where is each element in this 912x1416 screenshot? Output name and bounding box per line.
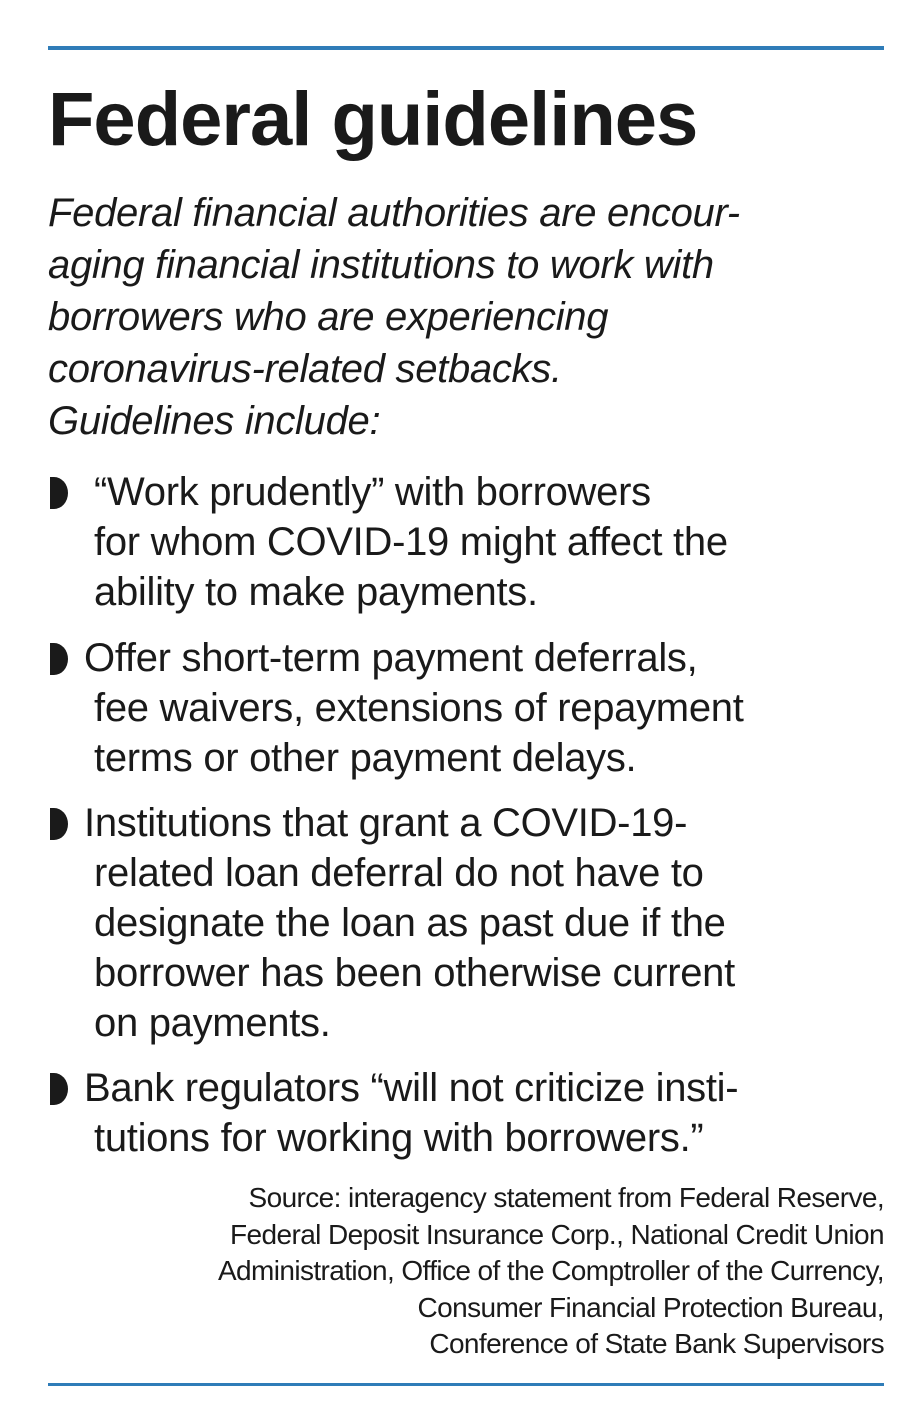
half-circle-bullet-icon bbox=[48, 475, 68, 511]
guideline-line: Offer short-term payment deferrals, bbox=[84, 636, 698, 680]
half-circle-bullet-icon bbox=[48, 641, 68, 677]
guideline-line: borrower has been otherwise current bbox=[94, 951, 735, 995]
half-circle-bullet-icon bbox=[48, 1071, 68, 1107]
guideline-line: on payments. bbox=[94, 1001, 331, 1045]
guideline-line: tutions for working with borrowers.” bbox=[94, 1116, 704, 1160]
source-line: Consumer Financial Protection Bureau, bbox=[417, 1291, 884, 1323]
source-line: Source: interagency statement from Federal Reserve, bbox=[248, 1182, 884, 1213]
source-line: Conference of State Bank Supervisors bbox=[429, 1328, 884, 1359]
guideline-line: fee waivers, extensions of repayment bbox=[94, 686, 744, 730]
top-divider bbox=[48, 46, 884, 50]
intro-line: borrowers who are experiencing bbox=[48, 295, 609, 339]
guideline-text bbox=[84, 798, 735, 1048]
page-title: Federal guidelines bbox=[48, 77, 698, 162]
intro-line: Guidelines include: bbox=[48, 399, 381, 443]
intro-line: Federal financial authorities are encour- bbox=[48, 191, 740, 235]
guideline-text bbox=[84, 1063, 738, 1163]
guideline-line: for whom COVID-19 might affect the bbox=[94, 520, 728, 564]
source-line: Federal Deposit Insurance Corp., National Credit Union bbox=[230, 1218, 884, 1250]
guideline-line: Bank regulators “will not criticize insti- bbox=[84, 1066, 739, 1110]
guideline-text bbox=[84, 633, 744, 783]
guideline-text bbox=[94, 467, 728, 617]
source-note bbox=[218, 1180, 884, 1363]
guideline-line: designate the loan as past due if the bbox=[94, 901, 726, 945]
intro-line: aging financial institutions to work with bbox=[48, 243, 714, 287]
guideline-line: related loan deferral do not have to bbox=[94, 851, 704, 895]
intro-paragraph bbox=[48, 187, 884, 447]
source-line: Administration, Office of the Comptroller of the Currency, bbox=[217, 1255, 884, 1286]
guideline-line: terms or other payment delays. bbox=[94, 736, 637, 780]
guideline-line: “Work prudently” with borrowers bbox=[94, 470, 651, 514]
guideline-line: ability to make payments. bbox=[94, 570, 538, 614]
guideline-line: Institutions that grant a COVID-19- bbox=[84, 801, 688, 845]
intro-line: coronavirus-related setbacks. bbox=[48, 347, 562, 391]
half-circle-bullet-icon bbox=[48, 806, 68, 842]
bottom-divider bbox=[48, 1383, 884, 1386]
